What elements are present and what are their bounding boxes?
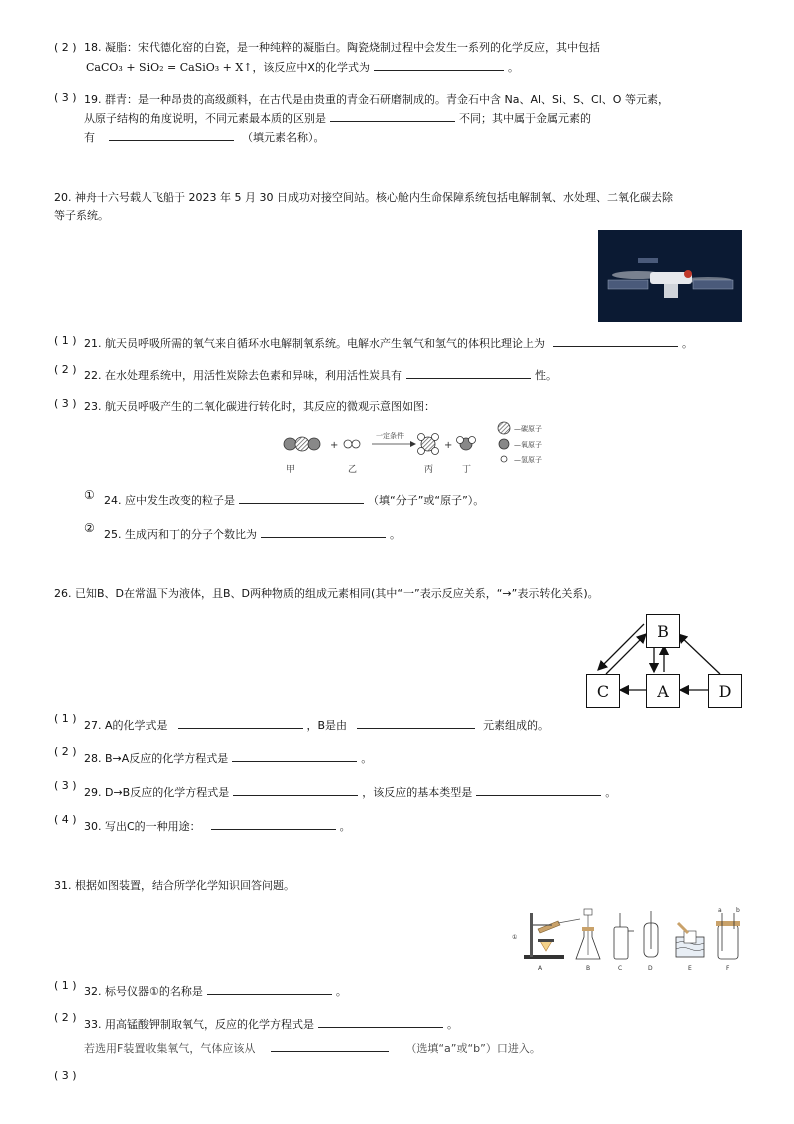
apparatus-mark: ① xyxy=(512,934,518,941)
q28-line xyxy=(84,750,372,767)
q24-text: 24. 应中发生改变的粒子是 xyxy=(104,494,235,507)
apparatus-c xyxy=(614,913,634,959)
q26-text: 26. 已知B、D在常温下为液体，且B、D两种物质的组成元素相同(其中“一”表示反应关系，“→”表示转化关系)。 xyxy=(54,587,599,600)
q28-a: 28. B→A反应的化学方程式是 xyxy=(84,752,229,765)
q25-blank[interactable] xyxy=(261,526,386,538)
q34-number: ( 3 ) xyxy=(54,1069,77,1082)
node-b: B xyxy=(646,614,680,648)
legend-carbon: —碳原子 xyxy=(514,425,542,433)
q22-end: 性。 xyxy=(535,369,557,382)
q23-text: 23. 航天员呼吸产生的二氧化碳进行转化时，其反应的微观示意图如图： xyxy=(84,400,435,413)
q27-c: 元素组成的。 xyxy=(483,719,550,732)
q18-line2 xyxy=(86,59,519,76)
q19-blank-2[interactable] xyxy=(109,129,234,141)
q33-line1 xyxy=(84,1016,458,1033)
q33-blank-1[interactable] xyxy=(318,1016,443,1028)
q22-text: 22. 在水处理系统中，用活性炭除去色素和异味，利用活性炭具有 xyxy=(84,369,402,382)
q27-number: ( 1 ) xyxy=(54,712,77,725)
molecule-jia xyxy=(284,437,320,451)
q28-end: 。 xyxy=(361,752,373,765)
q19-line2a: 从原子结构的角度说明，不同元素最本质的区别是 xyxy=(84,112,326,125)
q27-blank-2[interactable] xyxy=(357,717,475,729)
port-b-label: b xyxy=(736,907,740,914)
label-yi: 乙 xyxy=(348,465,358,475)
q33-number: ( 2 ) xyxy=(54,1011,77,1024)
plus-sign-2: + xyxy=(444,440,453,451)
apparatus-e xyxy=(676,923,704,957)
port-a-label: a xyxy=(718,907,722,914)
q30-a: 30. 写出C的一种用途： xyxy=(84,820,201,833)
apparatus-label-e: E xyxy=(688,965,692,972)
q24-number: ① xyxy=(84,488,95,502)
q28-blank[interactable] xyxy=(232,750,357,762)
apparatus-b xyxy=(576,909,600,959)
q19-line2 xyxy=(84,110,591,127)
node-a: A xyxy=(646,674,680,708)
label-bing: 丙 xyxy=(424,465,434,475)
q19-line1: 19. 群青：是一种昂贵的高级颜料，在古代是由贵重的青金石研磨制成的。青金石中含 Na、Al、Si、S、Cl、O 等元素， xyxy=(84,93,669,106)
q27-b: ，B是由 xyxy=(306,719,348,732)
legend xyxy=(498,422,542,464)
q27-line xyxy=(84,717,549,734)
q27-a: 27. A的化学式是 xyxy=(84,719,168,732)
q32-blank[interactable] xyxy=(207,983,332,995)
q33-line2b: （选填“a”或“b”）口进入。 xyxy=(405,1042,541,1055)
apparatus-a xyxy=(512,913,580,959)
molecule-yi xyxy=(344,440,360,448)
q19-line3b: （填元素名称）。 xyxy=(242,131,325,144)
apparatus-label-d: D xyxy=(648,965,653,972)
q20-line1: 20. 神舟十六号载人飞船于 2023 年 5 月 30 日成功对接空间站。核心舱内生命保障系统包括电解制氧、水处理、二氧化碳去除 xyxy=(54,191,673,204)
node-d: D xyxy=(708,674,742,708)
molecule-bing xyxy=(418,434,439,455)
q25-text: 25. 生成丙和丁的分子个数比为 xyxy=(104,528,257,541)
q27-blank-1[interactable] xyxy=(178,717,303,729)
q19-number: ( 3 ) xyxy=(54,91,77,104)
q33-line2a: 若选用F装置收集氧气，气体应该从 xyxy=(84,1042,256,1055)
q30-blank[interactable] xyxy=(211,818,336,830)
q21-end: 。 xyxy=(682,337,693,350)
q22-line xyxy=(84,367,557,384)
q30-end: 。 xyxy=(339,820,351,833)
micro-reaction-diagram xyxy=(280,420,580,476)
space-station-image xyxy=(598,230,742,322)
q19-line2b: 不同；其中属于金属元素的 xyxy=(459,112,591,125)
q19-line3a: 有 xyxy=(84,131,95,144)
q33-line2 xyxy=(84,1040,541,1057)
q28-number: ( 2 ) xyxy=(54,745,77,758)
q29-blank-2[interactable] xyxy=(476,784,601,796)
q22-number: ( 2 ) xyxy=(54,363,77,376)
q18-answer-blank[interactable] xyxy=(374,59,504,71)
q20-line2: 等子系统。 xyxy=(54,209,109,222)
q19-blank-1[interactable] xyxy=(330,110,455,122)
q32-line xyxy=(84,983,347,1000)
q29-a: 29. D→B反应的化学方程式是 xyxy=(84,786,230,799)
q25-number: ② xyxy=(84,521,95,535)
label-jia: 甲 xyxy=(286,465,296,475)
q29-number: ( 3 ) xyxy=(54,779,77,792)
apparatus-f xyxy=(716,907,740,959)
apparatus-label-c: C xyxy=(618,965,623,972)
q30-line xyxy=(84,818,351,835)
q30-number: ( 4 ) xyxy=(54,813,77,826)
q18-equation: CaCO₃ + SiO₂ = CaSiO₃ + X↑ xyxy=(86,61,253,74)
q24-end: （填“分子”或“原子”）。 xyxy=(368,494,485,507)
q29-end: 。 xyxy=(605,786,617,799)
apparatus-label-f: F xyxy=(726,965,730,972)
q25-line xyxy=(104,526,401,543)
q29-blank-1[interactable] xyxy=(233,784,358,796)
apparatus-d xyxy=(644,911,658,957)
legend-hydrogen: —氢原子 xyxy=(514,456,542,464)
apparatus-label-b: B xyxy=(586,965,591,972)
reaction-condition: 一定条件 xyxy=(376,432,404,440)
q24-blank[interactable] xyxy=(239,492,364,504)
q33-blank-2[interactable] xyxy=(271,1040,389,1052)
q31-text: 31. 根据如图装置，结合所学化学知识回答问题。 xyxy=(54,879,295,892)
q33-a: 33. 用高锰酸钾制取氧气，反应的化学方程式是 xyxy=(84,1018,314,1031)
q32-end: 。 xyxy=(335,985,347,998)
q21-text: 21. 航天员呼吸所需的氧气来自循环水电解制氧系统。电解水产生氧气和氢气的体积比理论上为 xyxy=(84,337,545,350)
q24-line xyxy=(104,492,484,509)
q18-text: 18. 凝脂：宋代德化窑的白瓷，是一种纯粹的凝脂白。陶瓷烧制过程中会发生一系列的化学反应，其中包括 xyxy=(84,41,600,54)
q21-blank[interactable] xyxy=(553,335,678,347)
q32-a: 32. 标号仪器①的名称是 xyxy=(84,985,203,998)
q23-number: ( 3 ) xyxy=(54,397,77,410)
molecule-ding xyxy=(457,437,476,451)
q18-end: 。 xyxy=(507,61,519,74)
q21-number: ( 1 ) xyxy=(54,334,77,347)
q25-end: 。 xyxy=(390,528,401,541)
lab-apparatus-diagram xyxy=(510,905,746,973)
q18-number: ( 2 ) xyxy=(54,41,77,54)
q32-number: ( 1 ) xyxy=(54,979,77,992)
plus-sign-1: + xyxy=(330,440,339,451)
q29-b: ，该反应的基本类型是 xyxy=(362,786,473,799)
q21-line xyxy=(84,335,693,352)
q22-blank[interactable] xyxy=(406,367,531,379)
node-c: C xyxy=(586,674,620,708)
q29-line xyxy=(84,784,616,801)
label-ding: 丁 xyxy=(462,465,472,475)
q18-after: ，该反应中X的化学式为 xyxy=(252,61,370,74)
legend-oxygen: —氧原子 xyxy=(514,441,542,449)
apparatus-label-a: A xyxy=(538,965,543,972)
q19-line3 xyxy=(84,129,325,146)
q33-end: 。 xyxy=(447,1018,458,1031)
